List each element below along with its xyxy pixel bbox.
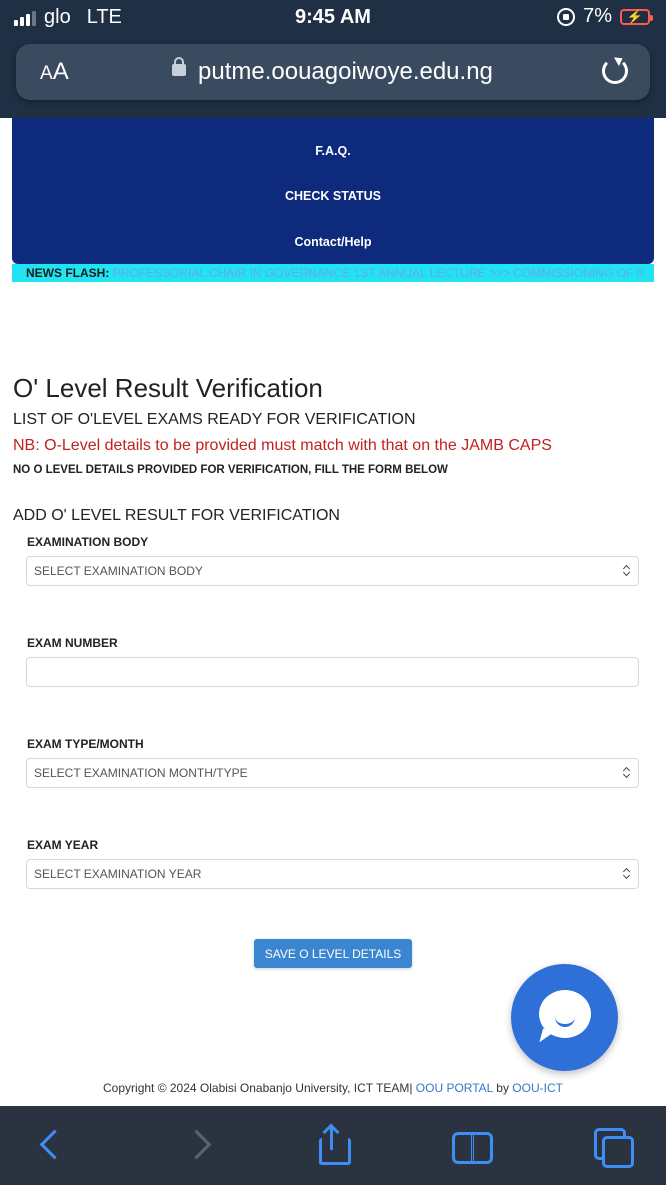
exam-body-label: EXAMINATION BODY xyxy=(27,535,149,549)
lock-icon xyxy=(172,64,186,76)
select-chevron-icon xyxy=(623,565,631,577)
footer-copyright: Copyright © 2024 Olabisi Onabanjo University, ICT TEAM| xyxy=(103,1081,413,1095)
exam-body-selected: SELECT EXAMINATION BODY xyxy=(34,564,203,578)
text-size-large-glyph: A xyxy=(52,58,69,85)
bookmarks-icon[interactable] xyxy=(450,1124,494,1168)
nav-item-contact-help[interactable]: Contact/Help xyxy=(294,235,372,249)
url-text[interactable]: putme.oouagoiwoye.edu.ng xyxy=(198,58,493,85)
back-icon[interactable] xyxy=(30,1124,74,1168)
footer-portal-link[interactable]: OOU PORTAL xyxy=(415,1081,493,1095)
footer-by: by xyxy=(496,1081,509,1095)
share-arrow-icon xyxy=(323,1124,340,1141)
reload-icon[interactable] xyxy=(602,58,628,84)
site-nav xyxy=(12,118,654,264)
orientation-lock-icon xyxy=(557,8,575,26)
text-size-button[interactable] xyxy=(40,58,69,86)
nav-item-faq[interactable]: F.A.Q. xyxy=(315,144,351,158)
add-result-heading: ADD O' LEVEL RESULT FOR VERIFICATION xyxy=(13,507,340,524)
share-icon[interactable] xyxy=(311,1124,355,1168)
news-flash-bar xyxy=(12,264,654,282)
exam-year-select[interactable] xyxy=(26,859,639,889)
chat-button[interactable] xyxy=(511,964,618,1071)
tabs-icon[interactable] xyxy=(590,1124,634,1168)
page-title: O' Level Result Verification xyxy=(13,373,323,403)
news-flash-label: NEWS FLASH: xyxy=(26,266,110,280)
footer-ict-link[interactable]: OOU-ICT xyxy=(512,1081,563,1095)
exam-year-label: EXAM YEAR xyxy=(27,838,99,852)
exam-number-input[interactable] xyxy=(26,657,639,687)
text-size-small-glyph: A xyxy=(40,63,53,84)
chat-bubble-icon xyxy=(539,990,591,1038)
exam-type-selected: SELECT EXAMINATION MONTH/TYPE xyxy=(34,766,248,780)
list-heading: LIST OF O'LEVEL EXAMS READY FOR VERIFICATION xyxy=(13,411,416,428)
select-chevron-icon xyxy=(623,868,631,880)
exam-body-select[interactable] xyxy=(26,556,639,586)
browser-top-chrome xyxy=(0,0,666,118)
nb-note: NB: O-Level details to be provided must match with that on the JAMB CAPS xyxy=(13,437,552,454)
exam-type-select[interactable] xyxy=(26,758,639,788)
exam-year-selected: SELECT EXAMINATION YEAR xyxy=(34,867,202,881)
footer xyxy=(0,1081,666,1095)
exam-type-label: EXAM TYPE/MONTH xyxy=(27,737,144,751)
browser-toolbar xyxy=(0,1106,666,1185)
status-time: 9:45 AM xyxy=(295,6,371,28)
address-bar[interactable] xyxy=(16,44,650,100)
news-flash-ticker[interactable]: PROFESSORIAL CHAIR IN GOVERNANCE 1ST ANNUAL LECTURE >>> COMMISSIONING OF II xyxy=(112,266,644,280)
battery-percent: 7% xyxy=(583,5,612,27)
status-right xyxy=(557,5,650,28)
status-bar xyxy=(0,0,666,36)
select-chevron-icon xyxy=(623,767,631,779)
save-o-level-button[interactable]: SAVE O LEVEL DETAILS xyxy=(254,939,412,968)
no-details-message: NO O LEVEL DETAILS PROVIDED FOR VERIFICATION, FILL THE FORM BELOW xyxy=(13,464,448,476)
exam-number-label: EXAM NUMBER xyxy=(27,636,118,650)
network-type: LTE xyxy=(86,6,122,28)
nav-item-check-status[interactable]: CHECK STATUS xyxy=(284,189,382,203)
battery-charging-icon: ⚡ xyxy=(620,9,650,25)
forward-icon[interactable] xyxy=(180,1124,224,1168)
carrier-name: glo xyxy=(44,6,71,28)
